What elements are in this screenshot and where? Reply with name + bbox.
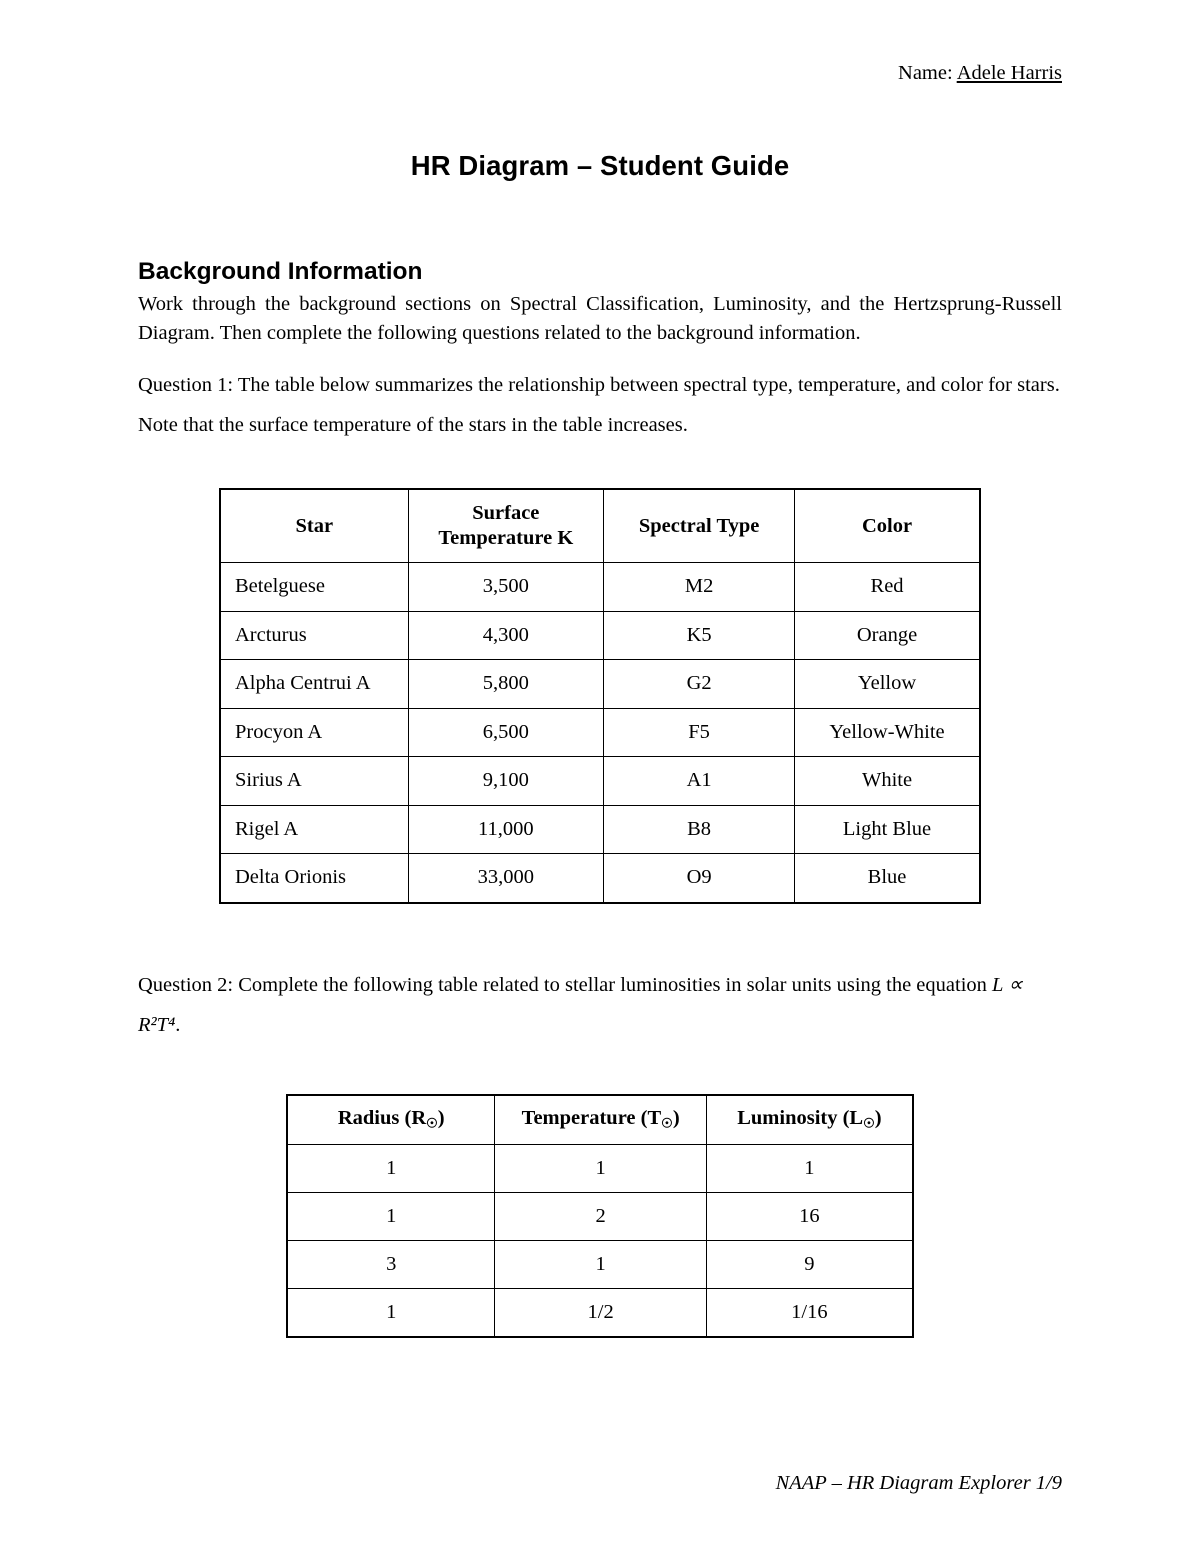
cell-spectral-type: B8 [604, 805, 795, 854]
star-table-container [138, 488, 1062, 904]
column-header-temperature [495, 1095, 706, 1145]
question-2-text [138, 966, 1062, 1046]
cell-star-name: Rigel A [220, 805, 408, 854]
column-header-star: Star [220, 489, 408, 563]
sun-symbol: ☉ [426, 1115, 438, 1131]
cell-spectral-type: O9 [604, 854, 795, 903]
cell-star-name: Betelguese [220, 563, 408, 612]
cell-temperature: 6,500 [408, 708, 604, 757]
table-row [220, 660, 980, 709]
cell-spectral-type: G2 [604, 660, 795, 709]
column-header-color: Color [795, 489, 980, 563]
section-heading-background: Background Information [138, 258, 423, 285]
cell-temperature: 9,100 [408, 757, 604, 806]
student-name-line [138, 62, 1062, 92]
cell-temperature: 1 [495, 1144, 706, 1192]
cell-luminosity: 1/16 [706, 1288, 913, 1337]
cell-temperature: 3,500 [408, 563, 604, 612]
cell-temperature: 11,000 [408, 805, 604, 854]
cell-radius: 3 [287, 1240, 495, 1288]
name-value: Adele Harris [956, 62, 1062, 84]
cell-color: White [795, 757, 980, 806]
cell-luminosity: 16 [706, 1192, 913, 1240]
cell-luminosity: 1 [706, 1144, 913, 1192]
column-header-spectral-type: Spectral Type [604, 489, 795, 563]
table-row [287, 1240, 913, 1288]
cell-color: Light Blue [795, 805, 980, 854]
cell-color: Yellow [795, 660, 980, 709]
column-header-luminosity [706, 1095, 913, 1145]
cell-color: Orange [795, 611, 980, 660]
cell-star-name: Procyon A [220, 708, 408, 757]
table-row [220, 563, 980, 612]
table-header-row [220, 489, 980, 563]
table-row [220, 757, 980, 806]
column-header-radius [287, 1095, 495, 1145]
cell-color: Yellow-White [795, 708, 980, 757]
cell-radius: 1 [287, 1288, 495, 1337]
cell-spectral-type: F5 [604, 708, 795, 757]
table-row [220, 611, 980, 660]
cell-temperature: 1 [495, 1240, 706, 1288]
cell-luminosity: 9 [706, 1240, 913, 1288]
sun-symbol: ☉ [863, 1115, 875, 1131]
background-paragraph: Work through the background sections on Spectral Classification, Luminosity, and the Hertzsprung-Russell Diagram. Then complete the following questions related to the background information. [138, 293, 1062, 345]
table-row [220, 854, 980, 903]
cell-color: Red [795, 563, 980, 612]
cell-color: Blue [795, 854, 980, 903]
page-footer: NAAP – HR Diagram Explorer 1/9 [775, 1472, 1062, 1494]
cell-star-name: Delta Orionis [220, 854, 408, 903]
column-header-temperature-label: Temperature (T [521, 1107, 662, 1130]
cell-radius: 1 [287, 1192, 495, 1240]
cell-temperature: 2 [495, 1192, 706, 1240]
cell-star-name: Alpha Centrui A [220, 660, 408, 709]
column-header-surface-temperature-line1: Surface [472, 502, 540, 525]
column-header-temperature-close: ) [672, 1107, 680, 1130]
table-row [287, 1288, 913, 1337]
page-title: HR Diagram – Student Guide [410, 150, 790, 181]
column-header-surface-temperature [408, 489, 604, 563]
column-header-luminosity-label: Luminosity (L [737, 1107, 864, 1130]
question-2-equation: L ∝ R²T⁴ [138, 973, 1023, 1036]
luminosity-table-container [138, 1094, 1062, 1338]
column-header-luminosity-close: ) [874, 1107, 882, 1130]
sun-symbol: ☉ [661, 1115, 673, 1131]
cell-spectral-type: K5 [604, 611, 795, 660]
question-2-text-part2: . [175, 1013, 181, 1036]
cell-spectral-type: M2 [604, 563, 795, 612]
table-row [220, 708, 980, 757]
luminosity-table [286, 1094, 914, 1338]
cell-star-name: Sirius A [220, 757, 408, 806]
table-row [287, 1144, 913, 1192]
question-1-text: Question 1: The table below summarizes the relationship between spectral type, temperature, and color for stars. Note that the surface temperature of the stars in the table increases. [138, 374, 1060, 437]
name-label: Name: [898, 62, 953, 84]
cell-temperature: 33,000 [408, 854, 604, 903]
table-row [287, 1192, 913, 1240]
cell-star-name: Arcturus [220, 611, 408, 660]
cell-radius: 1 [287, 1144, 495, 1192]
column-header-radius-close: ) [437, 1107, 445, 1130]
cell-temperature: 1/2 [495, 1288, 706, 1337]
question-2-text-part1: Question 2: Complete the following table related to stellar luminosities in solar units using the equation [138, 973, 987, 996]
column-header-radius-label: Radius (R [337, 1107, 427, 1130]
cell-temperature: 5,800 [408, 660, 604, 709]
column-header-surface-temperature-line2: Temperature K [438, 527, 574, 550]
cell-spectral-type: A1 [604, 757, 795, 806]
table-header-row [287, 1095, 913, 1145]
star-properties-table [219, 488, 981, 904]
table-row [220, 805, 980, 854]
cell-temperature: 4,300 [408, 611, 604, 660]
